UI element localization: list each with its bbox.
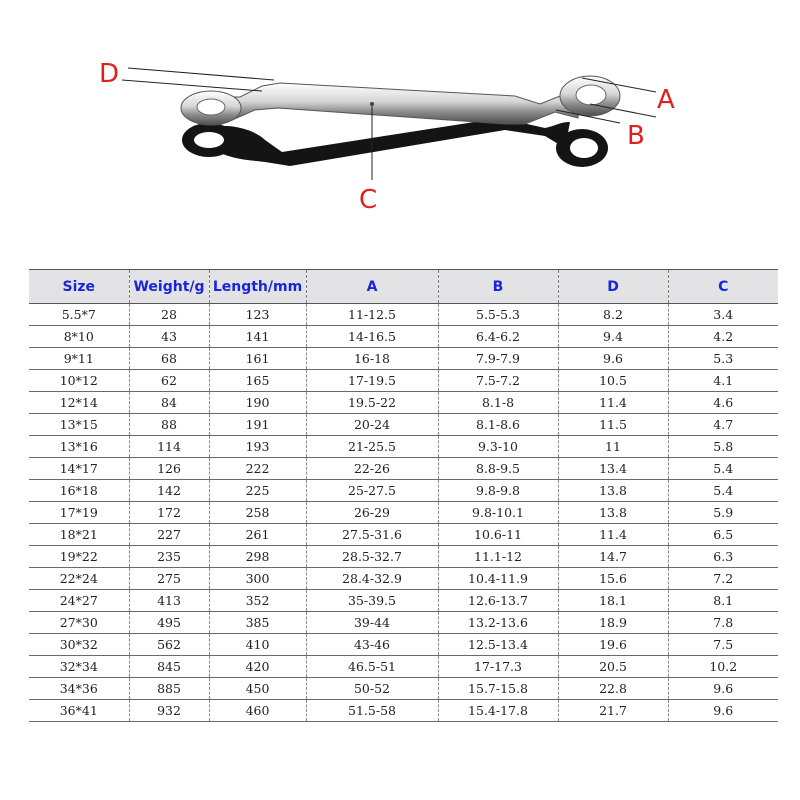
cell-length: 460 [209,700,306,722]
cell-a: 21-25.5 [306,436,438,458]
cell-length: 450 [209,678,306,700]
table-row [29,568,778,590]
cell-c: 7.2 [668,568,778,590]
cell-c: 6.3 [668,546,778,568]
cell-b: 8.8-9.5 [438,458,558,480]
cell-a: 27.5-31.6 [306,524,438,546]
cell-size: 27*30 [29,612,129,634]
cell-length: 258 [209,502,306,524]
cell-length: 261 [209,524,306,546]
cell-d: 13.8 [558,480,668,502]
cell-a: 26-29 [306,502,438,524]
table-row [29,656,778,678]
cell-d: 15.6 [558,568,668,590]
header-d: D [558,270,668,304]
cell-size: 32*34 [29,656,129,678]
c-marker [370,102,374,106]
label-a: A [657,85,675,115]
cell-weight: 845 [129,656,209,678]
cell-length: 420 [209,656,306,678]
table-row [29,370,778,392]
table-row [29,304,778,326]
cell-d: 13.8 [558,502,668,524]
cell-c: 4.2 [668,326,778,348]
cell-weight: 114 [129,436,209,458]
cell-length: 161 [209,348,306,370]
cell-b: 15.7-15.8 [438,678,558,700]
cell-weight: 84 [129,392,209,414]
cell-length: 141 [209,326,306,348]
cell-b: 9.8-9.8 [438,480,558,502]
cell-c: 9.6 [668,678,778,700]
table-row [29,612,778,634]
cell-b: 9.3-10 [438,436,558,458]
cell-b: 5.5-5.3 [438,304,558,326]
cell-weight: 88 [129,414,209,436]
cell-c: 7.8 [668,612,778,634]
cell-length: 222 [209,458,306,480]
cell-size: 13*16 [29,436,129,458]
cell-size: 24*27 [29,590,129,612]
cell-length: 352 [209,590,306,612]
cell-d: 14.7 [558,546,668,568]
cell-d: 9.4 [558,326,668,348]
cell-a: 19.5-22 [306,392,438,414]
cell-b: 9.8-10.1 [438,502,558,524]
cell-c: 6.5 [668,524,778,546]
cell-d: 10.5 [558,370,668,392]
cell-weight: 227 [129,524,209,546]
header-size: Size [29,270,129,304]
cell-size: 34*36 [29,678,129,700]
table-row [29,414,778,436]
cell-weight: 495 [129,612,209,634]
cell-c: 4.7 [668,414,778,436]
table-row [29,524,778,546]
cell-weight: 235 [129,546,209,568]
cell-a: 51.5-58 [306,700,438,722]
cell-d: 22.8 [558,678,668,700]
cell-b: 13.2-13.6 [438,612,558,634]
cell-size: 12*14 [29,392,129,414]
cell-length: 123 [209,304,306,326]
header-a: A [306,270,438,304]
table-row [29,546,778,568]
cell-d: 20.5 [558,656,668,678]
cell-c: 4.1 [668,370,778,392]
cell-a: 25-27.5 [306,480,438,502]
cell-b: 10.4-11.9 [438,568,558,590]
table-row [29,392,778,414]
cell-a: 28.4-32.9 [306,568,438,590]
cell-weight: 126 [129,458,209,480]
table-row [29,678,778,700]
cell-c: 8.1 [668,590,778,612]
cell-d: 13.4 [558,458,668,480]
cell-b: 8.1-8 [438,392,558,414]
cell-b: 15.4-17.8 [438,700,558,722]
cell-length: 385 [209,612,306,634]
cell-size: 13*15 [29,414,129,436]
cell-c: 5.3 [668,348,778,370]
cell-b: 12.6-13.7 [438,590,558,612]
header-b: B [438,270,558,304]
cell-length: 193 [209,436,306,458]
cell-size: 9*11 [29,348,129,370]
cell-c: 5.4 [668,458,778,480]
cell-size: 8*10 [29,326,129,348]
cell-b: 7.9-7.9 [438,348,558,370]
cell-a: 50-52 [306,678,438,700]
table-row [29,348,778,370]
cell-length: 165 [209,370,306,392]
cell-c: 3.4 [668,304,778,326]
cell-d: 11.5 [558,414,668,436]
label-b: B [627,121,645,151]
cell-c: 5.8 [668,436,778,458]
cell-d: 19.6 [558,634,668,656]
cell-length: 225 [209,480,306,502]
cell-size: 22*24 [29,568,129,590]
table-body [29,304,778,722]
cell-a: 11-12.5 [306,304,438,326]
cell-weight: 62 [129,370,209,392]
wrench-diagram [0,0,800,260]
cell-c: 10.2 [668,656,778,678]
cell-weight: 43 [129,326,209,348]
cell-b: 17-17.3 [438,656,558,678]
cell-a: 28.5-32.7 [306,546,438,568]
cell-weight: 562 [129,634,209,656]
table-row [29,502,778,524]
cell-size: 17*19 [29,502,129,524]
table-row [29,590,778,612]
cell-c: 4.6 [668,392,778,414]
cell-d: 11.4 [558,392,668,414]
table-row [29,480,778,502]
header-weight: Weight/g [129,270,209,304]
cell-b: 7.5-7.2 [438,370,558,392]
cell-length: 298 [209,546,306,568]
cell-size: 5.5*7 [29,304,129,326]
cell-length: 190 [209,392,306,414]
cell-c: 5.9 [668,502,778,524]
cell-length: 300 [209,568,306,590]
cell-d: 11 [558,436,668,458]
table-row [29,436,778,458]
cell-d: 21.7 [558,700,668,722]
cell-length: 410 [209,634,306,656]
cell-weight: 413 [129,590,209,612]
cell-a: 46.5-51 [306,656,438,678]
cell-size: 10*12 [29,370,129,392]
table-row [29,634,778,656]
cell-weight: 932 [129,700,209,722]
cell-a: 14-16.5 [306,326,438,348]
cell-size: 19*22 [29,546,129,568]
cell-size: 36*41 [29,700,129,722]
cell-b: 11.1-12 [438,546,558,568]
cell-a: 17-19.5 [306,370,438,392]
cell-weight: 142 [129,480,209,502]
cell-a: 39-44 [306,612,438,634]
cell-b: 8.1-8.6 [438,414,558,436]
spec-table [29,269,778,722]
table-row [29,458,778,480]
cell-d: 8.2 [558,304,668,326]
cell-d: 9.6 [558,348,668,370]
label-d: D [99,59,120,89]
cell-b: 6.4-6.2 [438,326,558,348]
cell-d: 18.9 [558,612,668,634]
table-row [29,700,778,722]
cell-size: 18*21 [29,524,129,546]
cell-a: 35-39.5 [306,590,438,612]
cell-b: 10.6-11 [438,524,558,546]
cell-a: 43-46 [306,634,438,656]
black-wrench [182,118,608,167]
cell-a: 20-24 [306,414,438,436]
cell-a: 22-26 [306,458,438,480]
chrome-wrench [181,76,620,125]
cell-a: 16-18 [306,348,438,370]
header-c: C [668,270,778,304]
cell-d: 11.4 [558,524,668,546]
cell-weight: 172 [129,502,209,524]
cell-c: 9.6 [668,700,778,722]
cell-b: 12.5-13.4 [438,634,558,656]
cell-weight: 68 [129,348,209,370]
cell-length: 191 [209,414,306,436]
cell-weight: 275 [129,568,209,590]
header-length: Length/mm [209,270,306,304]
cell-size: 16*18 [29,480,129,502]
cell-size: 14*17 [29,458,129,480]
cell-weight: 885 [129,678,209,700]
cell-weight: 28 [129,304,209,326]
table-header-row [29,270,778,304]
cell-size: 30*32 [29,634,129,656]
cell-d: 18.1 [558,590,668,612]
label-c: C [359,185,378,215]
cell-c: 7.5 [668,634,778,656]
cell-c: 5.4 [668,480,778,502]
table-row [29,326,778,348]
